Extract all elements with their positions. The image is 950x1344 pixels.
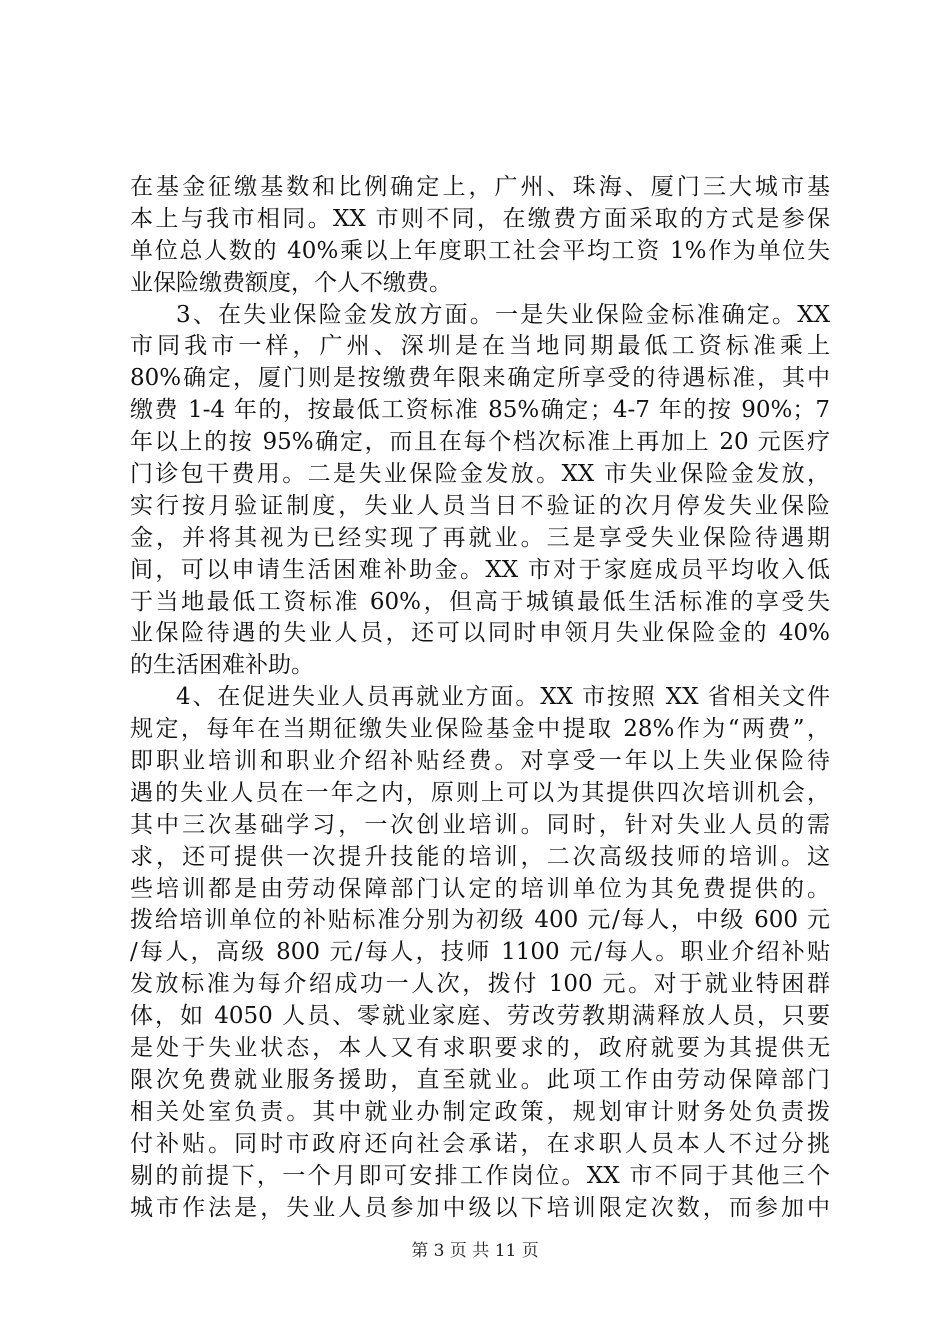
text-line: 其中三次基础学习，一次创业培训。同时，针对失业人员的需 [130,811,830,838]
text-line: 单位总人数的 40%乘以上年度职工社会平均工资 1%作为单位失 [130,237,830,264]
text-line: 业保险待遇的失业人员，还可以同时申领月失业保险金的 40% [130,620,830,647]
text-line: 业保险缴费额度，个人不缴费。 [130,269,452,296]
text-line: 付补贴。同时市政府还向社会承诺，在求职人员本人不过分挑 [130,1130,830,1157]
text-line: 在基金征缴基数和比例确定上，广州、珠海、厦门三大城市基 [130,174,830,200]
body-text [130,172,830,1224]
text-line: 本上与我市相同。XX 市则不同，在缴费方面采取的方式是参保 [130,205,830,232]
text-line: 市同我市一样，广州、深圳是在当地同期最低工资标准乘上 [130,333,830,360]
text-line: 剔的前提下，一个月即可安排工作岗位。XX 市不同于其他三个 [130,1162,830,1189]
text-line: 金，并将其视为已经实现了再就业。三是享受失业保险待遇期 [130,524,830,551]
text-line: 4、在促进失业人员再就业方面。XX 市按照 XX 省相关文件 [176,684,830,711]
text-line: 遇的失业人员在一年之内，原则上可以为其提供四次培训机会， [130,779,830,806]
text-line: 城市作法是，失业人员参加中级以下培训限定次数，而参加中 [130,1194,830,1221]
text-line: 拨给培训单位的补贴标准分别为初级 400 元/每人，中级 600 元 [130,907,830,934]
page-footer: 第 3 页 共 11 页 [411,1241,539,1261]
text-line: 年以上的按 95%确定，而且在每个档次标准上再加上 20 元医疗 [130,429,830,456]
text-line: 于当地最低工资标准 60%，但高于城镇最低生活标准的享受失 [130,588,830,615]
text-line: 限次免费就业服务援助，直至就业。此项工作由劳动保障部门 [130,1066,830,1093]
text-line: 即职业培训和职业介绍补贴经费。对享受一年以上失业保险待 [130,748,830,775]
text-line: 发放标准为每介绍成功一人次，拨付 100 元。对于就业特困群 [130,971,830,998]
text-line: /每人，高级 800 元/每人，技师 1100 元/每人。职业介绍补贴 [130,939,830,966]
text-line: 规定，每年在当期征缴失业保险基金中提取 28%作为“两费”， [130,716,830,743]
text-line: 相关处室负责。其中就业办制定政策，规划审计财务处负责拨 [130,1098,830,1125]
text-line: 80%确定，厦门则是按缴费年限来确定所享受的待遇标准，其中 [130,365,830,392]
text-line: 求，还可提供一次提升技能的培训，二次高级技师的培训。这 [130,843,830,870]
text-line: 间，可以申请生活困难补助金。XX 市对于家庭成员平均收入低 [130,556,830,583]
text-line: 体，如 4050 人员、零就业家庭、劳改劳教期满释放人员，只要 [130,1003,830,1030]
text-line: 的生活困难补助。 [130,652,314,679]
text-line: 门诊包干费用。二是失业保险金发放。XX 市失业保险金发放， [130,461,830,488]
text-line: 3、在失业保险金发放方面。一是失业保险金标准确定。XX [176,301,830,328]
text-line: 是处于失业状态，本人又有求职要求的，政府就要为其提供无 [130,1035,830,1062]
text-line: 缴费 1-4 年的，按最低工资标准 85%确定；4-7 年的按 90%；7 [130,397,830,424]
text-line: 些培训都是由劳动保障部门认定的培训单位为其免费提供的。 [130,875,830,902]
text-line: 实行按月验证制度，失业人员当日不验证的次月停发失业保险 [130,492,830,519]
